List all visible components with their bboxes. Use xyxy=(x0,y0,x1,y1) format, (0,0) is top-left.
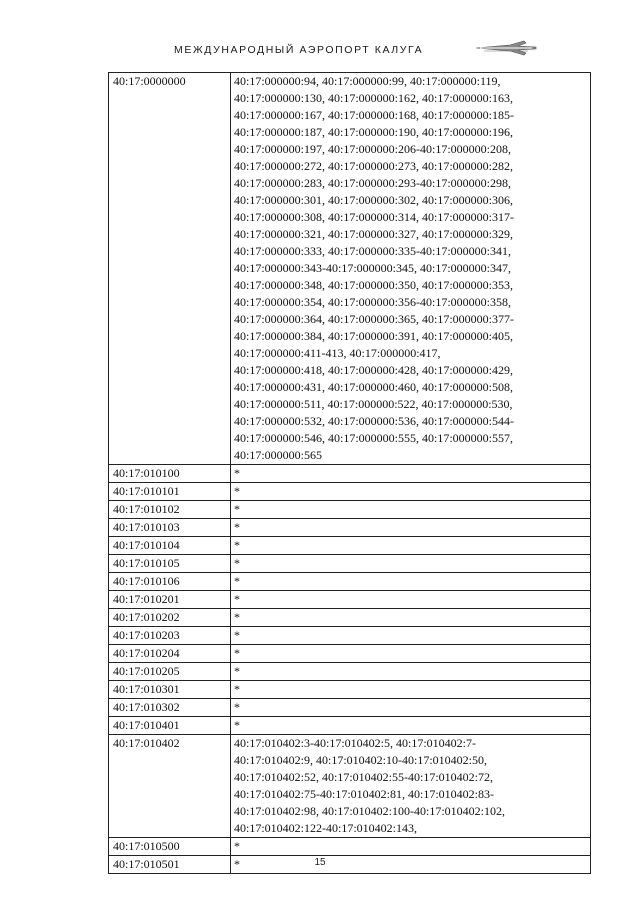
parcel-numbers-cell xyxy=(231,465,591,483)
parcel-numbers-line: * xyxy=(234,839,240,853)
cadastral-quarter-code: 40:17:010205 xyxy=(109,663,231,681)
parcel-numbers-line: * xyxy=(234,610,240,624)
parcel-numbers-line: * xyxy=(234,718,240,732)
parcel-numbers-line: * xyxy=(234,484,240,498)
parcel-numbers-line: 40:17:000000:308, 40:17:000000:314, 40:17:000000:317- xyxy=(234,210,515,224)
cadastral-quarter-code: 40:17:010301 xyxy=(109,681,231,699)
parcel-numbers-line: 40:17:000000:411-413, 40:17:000000:417, xyxy=(234,346,441,360)
parcel-numbers-line: 40:17:000000:130, 40:17:000000:162, 40:17:000000:163, xyxy=(234,91,514,105)
parcel-numbers-line: 40:17:000000:431, 40:17:000000:460, 40:17:000000:508, xyxy=(234,380,514,394)
parcel-numbers-cell xyxy=(231,681,591,699)
cadastral-quarter-code: 40:17:010401 xyxy=(109,717,231,735)
parcel-numbers-cell xyxy=(231,735,591,838)
parcel-numbers-line: * xyxy=(234,466,240,480)
parcel-numbers-line: 40:17:000000:187, 40:17:000000:190, 40:17:000000:196, xyxy=(234,125,514,139)
cadastral-quarter-code: 40:17:010100 xyxy=(109,465,231,483)
cadastral-quarter-code: 40:17:010201 xyxy=(109,591,231,609)
cadastral-table-body xyxy=(109,73,591,874)
table-row xyxy=(109,501,591,519)
cadastral-quarter-code: 40:17:010203 xyxy=(109,627,231,645)
table-row xyxy=(109,627,591,645)
parcel-numbers-cell xyxy=(231,519,591,537)
parcel-numbers-line: 40:17:000000:532, 40:17:000000:536, 40:17:000000:544- xyxy=(234,414,515,428)
cadastral-quarter-code: 40:17:010500 xyxy=(109,838,231,856)
table-row xyxy=(109,663,591,681)
parcel-numbers-line: 40:17:000000:354, 40:17:000000:356-40:17:000000:358, xyxy=(234,295,512,309)
cadastral-quarter-code: 40:17:010202 xyxy=(109,609,231,627)
cadastral-quarter-code: 40:17:010104 xyxy=(109,537,231,555)
parcel-numbers-line: 40:17:000000:321, 40:17:000000:327, 40:17:000000:329, xyxy=(234,227,514,241)
parcel-numbers-line: 40:17:010402:122-40:17:010402:143, xyxy=(234,821,417,835)
parcel-numbers-line: * xyxy=(234,700,240,714)
parcel-numbers-line: * xyxy=(234,857,240,871)
cadastral-quarter-code: 40:17:010302 xyxy=(109,699,231,717)
parcel-numbers-cell xyxy=(231,838,591,856)
parcel-numbers-line: * xyxy=(234,592,240,606)
parcel-numbers-line: 40:17:000000:348, 40:17:000000:350, 40:17:000000:353, xyxy=(234,278,514,292)
parcel-numbers-line: * xyxy=(234,682,240,696)
cadastral-quarter-code: 40:17:010106 xyxy=(109,573,231,591)
cadastral-quarter-code: 40:17:010103 xyxy=(109,519,231,537)
parcel-numbers-line: 40:17:000000:167, 40:17:000000:168, 40:17:000000:185- xyxy=(234,108,515,122)
parcel-numbers-cell xyxy=(231,627,591,645)
cadastral-quarter-code: 40:17:010101 xyxy=(109,483,231,501)
parcel-numbers-cell xyxy=(231,483,591,501)
parcel-numbers-cell xyxy=(231,555,591,573)
parcel-numbers-cell xyxy=(231,645,591,663)
table-row xyxy=(109,537,591,555)
parcel-numbers-line: * xyxy=(234,664,240,678)
parcel-numbers-line: 40:17:000000:565 xyxy=(234,448,323,462)
parcel-numbers-line: * xyxy=(234,520,240,534)
parcel-numbers-cell xyxy=(231,73,591,465)
parcel-numbers-cell xyxy=(231,537,591,555)
parcel-numbers-line: * xyxy=(234,646,240,660)
parcel-numbers-cell xyxy=(231,717,591,735)
table-row xyxy=(109,591,591,609)
parcel-numbers-line: 40:17:000000:333, 40:17:000000:335-40:17:000000:341, xyxy=(234,244,512,258)
parcel-numbers-line: 40:17:010402:3-40:17:010402:5, 40:17:010402:7- xyxy=(234,736,476,750)
table-row xyxy=(109,838,591,856)
aircraft-logo-icon xyxy=(474,39,538,57)
cadastral-quarter-code: 40:17:0000000 xyxy=(109,73,231,465)
page-number: 15 xyxy=(314,857,326,868)
parcel-numbers-cell xyxy=(231,501,591,519)
parcel-numbers-cell xyxy=(231,591,591,609)
parcel-numbers-cell xyxy=(231,663,591,681)
table-row xyxy=(109,73,591,465)
parcel-numbers-line: 40:17:000000:343-40:17:000000:345, 40:17:000000:347, xyxy=(234,261,512,275)
parcel-numbers-line: * xyxy=(234,556,240,570)
parcel-numbers-line: 40:17:000000:94, 40:17:000000:99, 40:17:000000:119, xyxy=(234,74,501,88)
table-row xyxy=(109,483,591,501)
cadastral-quarter-code: 40:17:010102 xyxy=(109,501,231,519)
parcel-numbers-cell xyxy=(231,699,591,717)
cadastral-table xyxy=(108,72,591,874)
parcel-numbers-line: 40:17:000000:272, 40:17:000000:273, 40:17:000000:282, xyxy=(234,159,514,173)
table-row xyxy=(109,717,591,735)
parcel-numbers-line: 40:17:000000:197, 40:17:000000:206-40:17:000000:208, xyxy=(234,142,512,156)
parcel-numbers-line: * xyxy=(234,538,240,552)
table-row xyxy=(109,735,591,838)
parcel-numbers-line: 40:17:000000:283, 40:17:000000:293-40:17:000000:298, xyxy=(234,176,512,190)
parcel-numbers-line: 40:17:010402:9, 40:17:010402:10-40:17:010402:50, xyxy=(234,753,488,767)
cadastral-quarter-code: 40:17:010204 xyxy=(109,645,231,663)
parcel-numbers-line: 40:17:010402:98, 40:17:010402:100-40:17:010402:102, xyxy=(234,804,506,818)
table-row xyxy=(109,465,591,483)
table-row xyxy=(109,555,591,573)
cadastral-quarter-code: 40:17:010402 xyxy=(109,735,231,838)
parcel-numbers-line: 40:17:010402:75-40:17:010402:81, 40:17:010402:83- xyxy=(234,787,494,801)
table-row xyxy=(109,645,591,663)
parcel-numbers-line: * xyxy=(234,628,240,642)
parcel-numbers-line: 40:17:000000:384, 40:17:000000:391, 40:17:000000:405, xyxy=(234,329,514,343)
cadastral-quarter-code: 40:17:010105 xyxy=(109,555,231,573)
table-row xyxy=(109,699,591,717)
parcel-numbers-line: 40:17:000000:546, 40:17:000000:555, 40:17:000000:557, xyxy=(234,431,514,445)
parcel-numbers-line: 40:17:000000:511, 40:17:000000:522, 40:17:000000:530, xyxy=(234,397,513,411)
table-row xyxy=(109,609,591,627)
header-title: МЕЖДУНАРОДНЫЙ АЭРОПОРТ КАЛУГА xyxy=(174,44,424,56)
parcel-numbers-line: 40:17:000000:364, 40:17:000000:365, 40:17:000000:377- xyxy=(234,312,515,326)
parcel-numbers-cell xyxy=(231,573,591,591)
parcel-numbers-cell xyxy=(231,609,591,627)
parcel-numbers-line: * xyxy=(234,502,240,516)
parcel-numbers-line: 40:17:010402:52, 40:17:010402:55-40:17:010402:72, xyxy=(234,770,494,784)
page-header xyxy=(0,36,640,66)
parcel-numbers-line: 40:17:000000:301, 40:17:000000:302, 40:17:000000:306, xyxy=(234,193,514,207)
parcel-numbers-line: * xyxy=(234,574,240,588)
parcel-numbers-line: 40:17:000000:418, 40:17:000000:428, 40:17:000000:429, xyxy=(234,363,514,377)
table-row xyxy=(109,519,591,537)
table-row xyxy=(109,573,591,591)
table-row xyxy=(109,681,591,699)
cadastral-quarter-code: 40:17:010501 xyxy=(109,856,231,874)
